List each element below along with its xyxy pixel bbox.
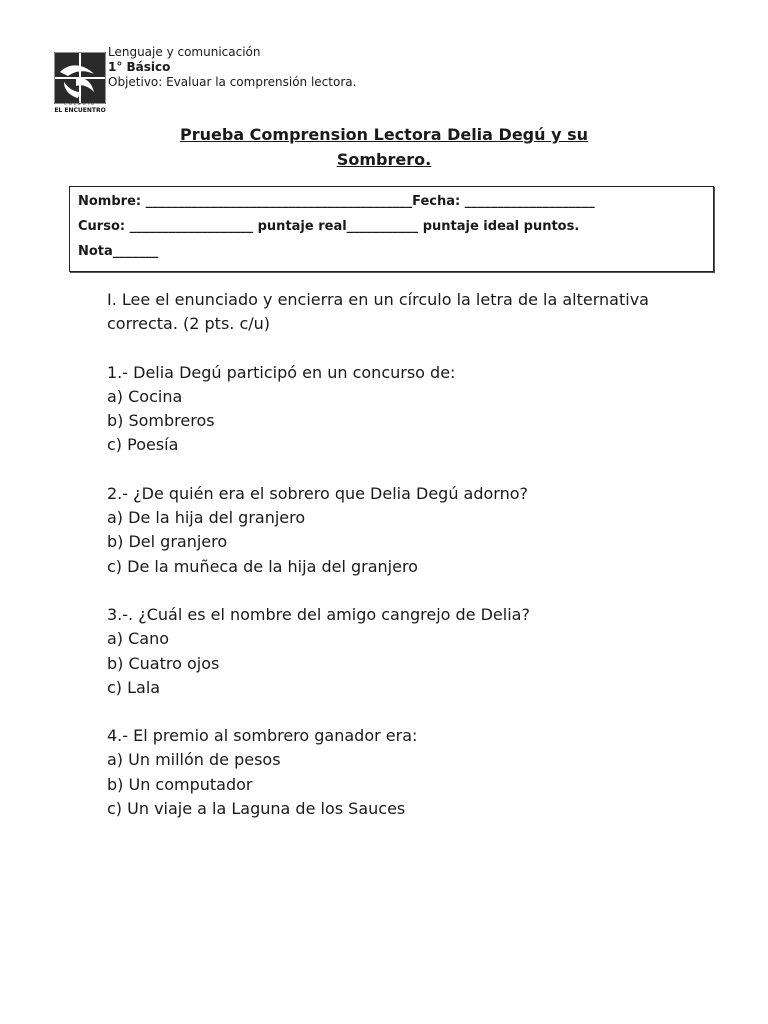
title-line-1 xyxy=(0,122,768,147)
title-line-1-text: Prueba Comprension Lectora Delia Degú y su xyxy=(180,125,588,144)
question-text: 2.- ¿De quién era el sobrero que Delia Degú adorno? xyxy=(107,483,529,503)
course-score-row: Curso: ___________________ puntaje real___________ puntaje ideal puntos. xyxy=(78,219,580,234)
option-a[interactable]: a) Cano xyxy=(107,629,170,649)
question-4 xyxy=(107,724,667,821)
option-c[interactable]: c) Poesía xyxy=(107,435,179,455)
option-b[interactable]: b) Un computador xyxy=(107,774,253,794)
question-text: 4.- El premio al sombrero ganador era: xyxy=(107,726,418,746)
name-date-row: Nombre: _________________________________________Fecha: ____________________ xyxy=(78,194,595,209)
page-title xyxy=(0,122,768,172)
question-text: 1.- Delia Degú participó en un concurso de: xyxy=(107,362,456,382)
option-a[interactable]: a) De la hija del granjero xyxy=(107,508,306,528)
objective-text: Evaluar la comprensión lectora. xyxy=(162,75,357,89)
title-line-2-text: Sombrero. xyxy=(336,150,432,169)
grade-line: 1° Básico xyxy=(108,60,171,74)
question-text: 3.-. ¿Cuál es el nombre del amigo cangrejo de Delia? xyxy=(107,604,530,624)
question-2 xyxy=(107,482,667,579)
title-line-2 xyxy=(0,147,768,172)
option-c[interactable]: c) Un viaje a la Laguna de los Sauces xyxy=(107,799,406,819)
option-a[interactable]: a) Cocina xyxy=(107,386,183,406)
option-b[interactable]: b) Cuatro ojos xyxy=(107,653,220,673)
student-info-box xyxy=(69,186,714,272)
option-a[interactable]: a) Un millón de pesos xyxy=(107,750,281,770)
grade-row: Nota_______ xyxy=(78,244,159,259)
subject-line: Lenguaje y comunicación xyxy=(108,45,261,59)
instructions: I. Lee el enunciado y encierra en un círculo la letra de la alternativa correcta. (2 pts. c/u) xyxy=(107,290,649,334)
test-content xyxy=(107,288,667,821)
question-3 xyxy=(107,603,667,700)
objective-line xyxy=(108,75,356,90)
logo-caption xyxy=(50,101,110,114)
option-b[interactable]: b) Sombreros xyxy=(107,411,215,431)
objective-label: Objetivo: xyxy=(108,75,163,89)
logo-school-word: COLEGIO xyxy=(63,101,97,106)
logo-school-name: EL ENCUENTRO xyxy=(54,107,106,114)
option-c[interactable]: c) De la muñeca de la hija del granjero xyxy=(107,556,418,576)
option-c[interactable]: c) Lala xyxy=(107,677,161,697)
school-logo-icon xyxy=(54,52,106,104)
header-info xyxy=(108,45,356,90)
question-1 xyxy=(107,361,667,458)
option-b[interactable]: b) Del granjero xyxy=(107,532,228,552)
